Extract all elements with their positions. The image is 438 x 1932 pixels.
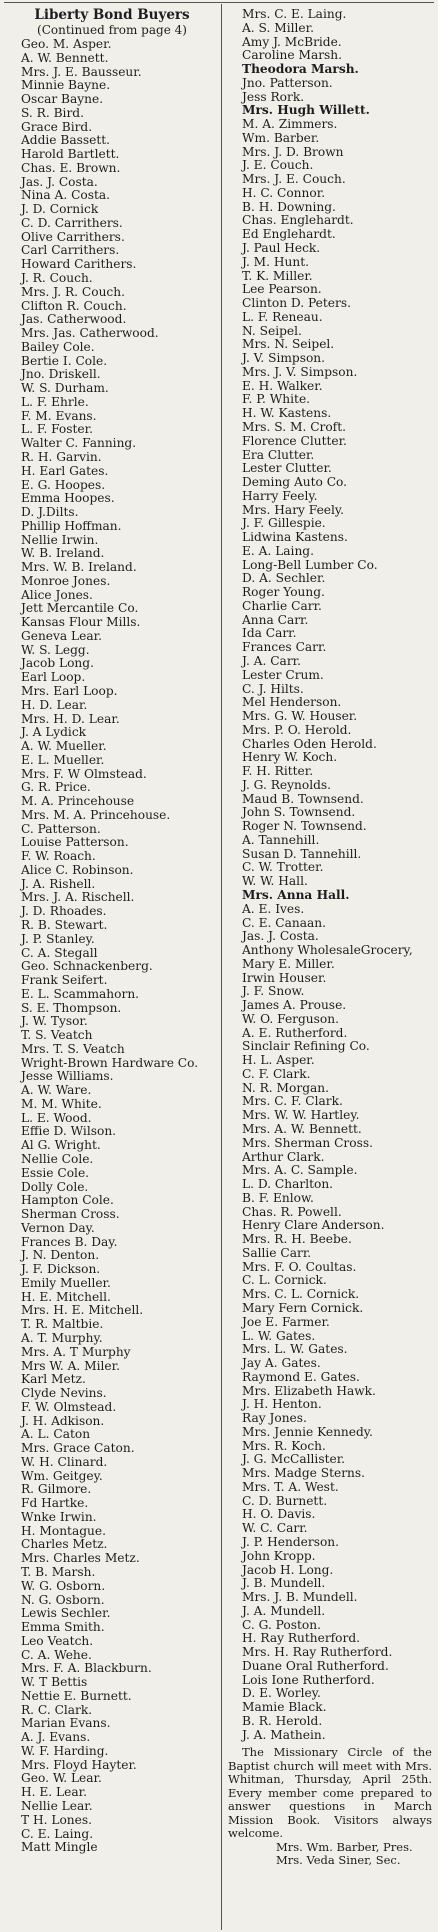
buyer-name: Mrs. J. V. Simpson. <box>242 365 358 379</box>
buyer-name: H. C. Connor. <box>242 186 326 200</box>
buyer-name: Oscar Bayne. <box>21 93 104 107</box>
buyer-name: H. D. Lear. <box>21 698 88 712</box>
buyer-name: Phillip Hoffman. <box>21 519 122 533</box>
buyer-name: E. H. Walker. <box>242 379 323 393</box>
buyer-name: Mary Fern Cornick. <box>242 1301 364 1315</box>
buyer-name: Frances B. Day. <box>21 1235 118 1249</box>
buyer-name: Monroe Jones. <box>21 574 111 588</box>
buyer-name: Harold Bartlett. <box>21 148 120 162</box>
buyer-name: L. D. Charlton. <box>242 1178 334 1192</box>
buyer-name: Mrs. N. Seipel. <box>242 338 335 352</box>
signature-president: Mrs. Wm. Barber, Pres. <box>276 1839 413 1854</box>
buyer-name: J. P. Henderson. <box>242 1535 340 1549</box>
buyer-name: Mrs. F. A. Blackburn. <box>21 1662 152 1676</box>
buyer-name: Mrs. L. W. Gates. <box>242 1343 348 1357</box>
buyer-name: Long-Bell Lumber Co. <box>242 558 378 572</box>
buyer-name: L. F. Reneau. <box>242 310 323 324</box>
buyer-name: Jay A. Gates. <box>242 1357 321 1371</box>
buyer-name: W. G. Osborn. <box>21 1579 106 1593</box>
buyer-name: Lois Ione Rutherford. <box>242 1673 375 1687</box>
buyer-name: B. H. Downing. <box>242 200 336 214</box>
buyer-name: B. R. Herold. <box>242 1714 323 1728</box>
buyer-name: Mel Henderson. <box>242 696 342 710</box>
buyer-name: Mrs. Jas. Catherwood. <box>21 327 159 341</box>
buyer-name: Lester Crum. <box>242 668 324 682</box>
buyer-name: Mrs. J. B. Mundell. <box>242 1591 358 1605</box>
buyer-name: Nellie Irwin. <box>21 533 99 547</box>
buyer-name: Mamie Black. <box>242 1701 327 1715</box>
buyer-name: J. A. Mundell. <box>242 1604 326 1618</box>
buyer-name: Frank Seifert. <box>21 974 108 988</box>
buyer-name: F. H. Ritter. <box>242 765 314 779</box>
buyer-name: Alice C. Robinson. <box>21 863 134 877</box>
buyer-name: Mrs. W. B. Ireland. <box>21 561 137 575</box>
buyer-name: Carl Carrithers. <box>21 244 120 258</box>
right-column <box>228 8 432 1868</box>
buyer-name: Mrs. J. D. Brown <box>242 145 344 159</box>
buyer-name: Mrs. H. E. Mitchell. <box>21 1304 144 1318</box>
buyer-name: Emma Hoopes. <box>21 492 115 506</box>
buyer-name: S. E. Thompson. <box>21 1001 122 1015</box>
buyer-name: Mrs. Hary Feely. <box>242 503 345 517</box>
buyer-name: Emily Mueller. <box>21 1276 111 1290</box>
buyer-name: Olive Carrithers. <box>21 230 125 244</box>
buyer-name: Sinclair Refining Co. <box>242 1040 370 1054</box>
buyer-name: J. G. Reynolds. <box>242 778 332 792</box>
buyer-list-left <box>8 38 216 1855</box>
buyer-name: Jacob Long. <box>21 657 94 671</box>
buyer-name: A. J. Evans. <box>21 1731 91 1745</box>
buyer-name: Effie D. Wilson. <box>21 1125 117 1139</box>
buyer-name: J. E. Couch. <box>242 159 314 173</box>
buyer-name: Mrs. Charles Metz. <box>21 1552 140 1566</box>
buyer-name: H. E. Lear. <box>21 1786 87 1800</box>
buyer-name: Era Clutter. <box>242 448 315 462</box>
buyer-name: Mrs. Jennie Kennedy. <box>242 1425 373 1439</box>
buyer-name: Mrs. C. E. Laing. <box>242 8 347 21</box>
buyer-name: J. G. McCallister. <box>242 1453 346 1467</box>
buyer-name: G. R. Price. <box>21 781 91 795</box>
buyer-name: A. S. Miller. <box>242 21 314 35</box>
buyer-name: A. W. Ware. <box>21 1084 92 1098</box>
buyer-name: Dolly Cole. <box>21 1180 89 1194</box>
buyer-name: Anthony WholesaleGrocery, <box>242 944 413 958</box>
buyer-name: L. W. Gates. <box>242 1329 316 1343</box>
buyer-name: W. H. Clinard. <box>21 1455 108 1469</box>
buyer-name: Wm. Geitgey. <box>21 1469 103 1483</box>
buyer-name: A. Tannehill. <box>242 833 320 847</box>
buyer-name: H. L. Asper. <box>242 1054 315 1068</box>
buyer-name: L. F. Foster. <box>21 423 93 437</box>
buyer-name: J. F. Snow. <box>242 985 305 999</box>
buyer-name: T. R. Maltbie. <box>21 1318 104 1332</box>
buyer-name: H. W. Kastens. <box>242 407 332 421</box>
buyer-name: Mrs. C. L. Cornick. <box>242 1288 360 1302</box>
buyer-name: Roger Young. <box>242 586 325 600</box>
buyer-name: Walter C. Fanning. <box>21 437 137 451</box>
buyer-name: Anna Carr. <box>242 613 309 627</box>
buyer-name: H. E. Mitchell. <box>21 1290 111 1304</box>
buyer-name: T H. Lones. <box>21 1813 93 1827</box>
buyer-name: Clyde Nevins. <box>21 1387 107 1401</box>
buyer-name: W. O. Ferguson. <box>242 1012 339 1026</box>
buyer-name: C. D. Burnett. <box>242 1494 328 1508</box>
buyer-name: J. A. Mathein. <box>242 1728 326 1742</box>
buyer-name: Nina A. Costa. <box>21 189 111 203</box>
buyer-name: Henry Clare Anderson. <box>242 1219 385 1233</box>
buyer-name: Jno. Driskell. <box>21 368 101 382</box>
buyer-name: Lidwina Kastens. <box>242 531 348 545</box>
buyer-name: Geo. M. Asper. <box>21 38 112 51</box>
buyer-name: J. A. Rishell. <box>21 877 96 891</box>
buyer-name: Mrs. R. H. Beebe. <box>242 1233 352 1247</box>
buyer-name: C. G. Poston. <box>242 1618 321 1632</box>
buyer-name: C. W. Trotter. <box>242 861 324 875</box>
buyer-name: Mrs. R. Koch. <box>242 1439 326 1453</box>
buyer-name: L. F. Ehrle. <box>21 395 89 409</box>
buyer-name: C. Patterson. <box>21 822 101 836</box>
buyer-name: Jesse Williams. <box>21 1070 114 1084</box>
buyer-name: Mrs. F. W Olmstead. <box>21 767 147 781</box>
buyer-name: Roger N. Townsend. <box>242 820 367 834</box>
buyer-name: Mrs. M. A. Princehouse. <box>21 808 171 822</box>
buyer-name: Emma Smith. <box>21 1621 105 1635</box>
buyer-name: M. A. Princehouse <box>21 795 135 809</box>
buyer-name: Mrs. A. C. Sample. <box>242 1164 358 1178</box>
buyer-name: Nellie Lear. <box>21 1800 93 1813</box>
buyer-name: Maud B. Townsend. <box>242 792 364 806</box>
buyer-name: N. R. Morgan. <box>242 1081 329 1095</box>
buyer-name: H. O. Davis. <box>242 1508 316 1522</box>
buyer-name: Mrs. T. A. West. <box>242 1480 339 1494</box>
buyer-name: James A. Prouse. <box>242 999 347 1013</box>
top-rule <box>4 2 434 3</box>
buyer-name: S. R. Bird. <box>21 106 84 120</box>
buyer-name: Alice Jones. <box>21 588 93 602</box>
buyer-name: Bertie I. Cole. <box>21 354 108 368</box>
buyer-name: Mrs. Hugh Willett. <box>242 104 370 118</box>
buyer-name: C. E. Laing. <box>21 1827 94 1841</box>
buyer-name: W. W. Hall. <box>242 875 308 889</box>
buyer-name: Mrs. H. Ray Rutherford. <box>242 1646 393 1660</box>
buyer-name: M. A. Zimmers. <box>242 118 338 132</box>
buyer-name: Mrs. Elizabeth Hawk. <box>242 1384 376 1398</box>
buyer-name: Mrs. G. W. Houser. <box>242 710 358 724</box>
buyer-name: Lee Pearson. <box>242 283 322 297</box>
buyer-name: Jas. J. Costa. <box>21 175 98 189</box>
buyer-name: Fd Hartke. <box>21 1497 89 1511</box>
buyer-name: Ray Jones. <box>242 1412 307 1426</box>
buyer-name: Mrs. J. R. Couch. <box>21 285 125 299</box>
buyer-name: Florence Clutter. <box>242 434 347 448</box>
buyer-name: R. B. Stewart. <box>21 919 108 932</box>
missionary-notice <box>228 1746 432 1841</box>
buyer-name: J. R. Couch. <box>21 272 93 286</box>
buyer-name: C. D. Carrithers. <box>21 216 123 230</box>
buyer-name: Mrs. Anna Hall. <box>242 889 350 902</box>
buyer-name: A. E. Rutherford. <box>242 1026 348 1040</box>
buyer-name: Mrs. W. W. Hartley. <box>242 1109 360 1123</box>
buyer-name: Minnie Bayne. <box>21 79 111 93</box>
buyer-name: Frances Carr. <box>242 641 327 655</box>
buyer-name: Deming Auto Co. <box>242 476 348 490</box>
buyer-name: J. H. Adkison. <box>21 1414 105 1428</box>
buyer-name: Earl Loop. <box>21 671 86 685</box>
buyer-name: F. M. Evans. <box>21 409 97 423</box>
buyer-name: E. L. Mueller. <box>21 753 105 767</box>
buyer-name: Jas. Catherwood. <box>21 313 127 327</box>
buyer-name: A. W. Bennett. <box>21 51 109 65</box>
buyer-name: W. S. Legg. <box>21 643 90 657</box>
buyer-name: J. D. Rhoades. <box>21 905 107 919</box>
buyer-name: W. T Bettis <box>21 1676 88 1690</box>
buyer-name: C. L. Cornick. <box>242 1274 327 1288</box>
buyer-name: C. F. Clark. <box>242 1067 311 1081</box>
buyer-name: L. E. Wood. <box>21 1111 92 1125</box>
buyer-name: T. B. Marsh. <box>21 1565 96 1579</box>
buyer-name: A. L. Caton <box>21 1428 91 1442</box>
buyer-name: Raymond E. Gates. <box>242 1370 360 1384</box>
buyer-name: Mrs. Madge Sterns. <box>242 1467 366 1481</box>
buyer-name: N. Seipel. <box>242 324 302 338</box>
buyer-name: Ed Englehardt. <box>242 228 336 242</box>
notice-text: The Missionary Circle of the Baptist church will meet with Mrs. Whitman, Thursday, April 25th. Every member come prepared to answer questions in March Mission Book. Visitors always welcome. <box>228 1745 432 1841</box>
buyer-name: Harry Feely. <box>242 489 318 503</box>
buyer-name: Jas. J. Costa. <box>242 930 319 944</box>
buyer-name: D. E. Worley. <box>242 1687 321 1701</box>
buyer-name: Geo. W. Lear. <box>21 1772 102 1786</box>
buyer-name: John Kropp. <box>242 1549 316 1563</box>
buyer-name: Clifton R. Couch. <box>21 299 127 313</box>
left-column <box>8 8 216 1855</box>
buyer-name: R. Gilmore. <box>21 1483 92 1497</box>
buyer-name: Essie Cole. <box>21 1166 90 1180</box>
buyer-name: F. P. White. <box>242 393 311 407</box>
buyer-name: Chas. R. Powell. <box>242 1205 342 1219</box>
buyer-name: A. T. Murphy. <box>21 1331 103 1345</box>
buyer-name: Vernon Day. <box>21 1221 95 1235</box>
buyer-name: Mrs. A. T Murphy <box>21 1345 131 1359</box>
buyer-name: Mrs. P. O. Herold. <box>242 723 352 737</box>
column-divider <box>221 4 222 1930</box>
buyer-name: J. V. Simpson. <box>242 352 326 366</box>
buyer-name: Mrs W. A. Miler. <box>21 1359 120 1373</box>
buyer-name: J. W. Tysor. <box>21 1015 88 1029</box>
buyer-name: C. A. Stegall <box>21 946 98 960</box>
buyer-name: John S. Townsend. <box>242 806 356 820</box>
buyer-name: Leo Veatch. <box>21 1634 94 1648</box>
buyer-name: Charles Metz. <box>21 1538 108 1552</box>
buyer-name: Theodora Marsh. <box>242 63 359 77</box>
buyer-name: F. W. Olmstead. <box>21 1400 117 1414</box>
buyer-name: Chas. E. Brown. <box>21 161 121 175</box>
buyer-name: Ida Carr. <box>242 627 297 641</box>
buyer-name: A. E. Ives. <box>242 902 305 916</box>
buyer-name: R. H. Garvin. <box>21 450 102 464</box>
buyer-name: E. A. Laing. <box>242 544 314 558</box>
buyer-name: H. Montague. <box>21 1524 106 1538</box>
buyer-name: W. S. Durham. <box>21 382 109 396</box>
buyer-name: H. Earl Gates. <box>21 464 109 478</box>
buyer-name: J. A Lydick <box>21 726 87 740</box>
buyer-name: Mrs. J. A. Rischell. <box>21 891 135 905</box>
buyer-name: Mrs. Sherman Cross. <box>242 1136 373 1150</box>
buyer-name: Mrs. J. E. Couch. <box>242 173 346 187</box>
buyer-name: W. C. Carr. <box>242 1522 308 1536</box>
section-subheading: (Continued from page 4) <box>37 23 187 37</box>
buyer-name: Wm. Barber. <box>242 131 320 145</box>
buyer-name: E. G. Hoopes. <box>21 478 106 492</box>
buyer-name: D. A. Sechler. <box>242 572 326 586</box>
buyer-name: Amy J. McBride. <box>242 35 342 49</box>
buyer-name: Duane Oral Rutherford. <box>242 1659 389 1673</box>
buyer-name: Mrs. Grace Caton. <box>21 1442 135 1456</box>
buyer-name: Howard Carithers. <box>21 258 137 272</box>
buyer-name: Susan D. Tannehill. <box>242 847 362 861</box>
buyer-name: Arthur Clark. <box>242 1150 325 1164</box>
buyer-name: N. G. Osborn. <box>21 1593 105 1607</box>
buyer-name: Marian Evans. <box>21 1717 111 1731</box>
buyer-name: Karl Metz. <box>21 1373 86 1387</box>
buyer-name: Chas. Englehardt. <box>242 214 354 228</box>
buyer-name: Al G. Wright. <box>21 1139 101 1153</box>
buyer-name: Sherman Cross. <box>21 1208 120 1222</box>
buyer-name: W. F. Harding. <box>21 1744 109 1758</box>
buyer-name: Jacob H. Long. <box>242 1563 334 1577</box>
buyer-name: Mrs. A. W. Bennett. <box>242 1123 362 1137</box>
buyer-name: Charles Oden Herold. <box>242 737 377 751</box>
buyer-name: M. M. White. <box>21 1097 102 1111</box>
buyer-name: J. N. Denton. <box>21 1249 100 1263</box>
buyer-list-right <box>228 8 432 1742</box>
buyer-name: Charlie Carr. <box>242 599 322 613</box>
buyer-name: C. A. Wehe. <box>21 1648 92 1662</box>
buyer-name: J. A. Carr. <box>242 654 302 668</box>
buyer-name: Mary E. Miller. <box>242 957 335 971</box>
buyer-name: J. Paul Heck. <box>242 242 321 256</box>
section-heading: Liberty Bond Buyers <box>34 7 190 23</box>
buyer-name: Wnke Irwin. <box>21 1510 97 1524</box>
buyer-name: Mrs. C. F. Clark. <box>242 1095 343 1109</box>
buyer-name: T. S. Veatch <box>21 1029 93 1043</box>
buyer-name: Matt Mingle <box>21 1841 98 1855</box>
buyer-name: Lester Clutter. <box>242 462 332 476</box>
buyer-name: Louise Patterson. <box>21 836 129 850</box>
buyer-name: Jett Mercantile Co. <box>21 602 139 616</box>
buyer-name: Jess Rork. <box>242 90 305 104</box>
buyer-name: D. J.Dilts. <box>21 506 79 520</box>
buyer-name: Mrs. Earl Loop. <box>21 684 118 698</box>
buyer-name: F. W. Roach. <box>21 850 96 864</box>
buyer-name: H. Ray Rutherford. <box>242 1632 361 1646</box>
buyer-name: Addie Bassett. <box>21 134 111 148</box>
buyer-name: J. H. Henton. <box>242 1398 322 1412</box>
buyer-name: Clinton D. Peters. <box>242 297 351 311</box>
buyer-name: Caroline Marsh. <box>242 49 343 63</box>
buyer-name: Sallie Carr. <box>242 1246 312 1260</box>
buyer-name: Mrs. H. D. Lear. <box>21 712 120 726</box>
buyer-name: Nellie Cole. <box>21 1153 94 1167</box>
buyer-name: A. W. Mueller. <box>21 740 107 754</box>
buyer-name: Grace Bird. <box>21 120 93 134</box>
buyer-name: T. K. Miller. <box>242 269 313 283</box>
buyer-name: Kansas Flour Mills. <box>21 616 141 630</box>
buyer-name: Wright-Brown Hardware Co. <box>21 1056 199 1070</box>
buyer-name: J. B. Mundell. <box>242 1577 326 1591</box>
buyer-name: J. D. Cornick <box>21 203 99 217</box>
buyer-name: J. M. Hunt. <box>242 255 310 269</box>
buyer-name: C. E. Canaan. <box>242 916 326 930</box>
buyer-name: Mrs. Floyd Hayter. <box>21 1758 137 1772</box>
buyer-name: Nettie E. Burnett. <box>21 1689 132 1703</box>
buyer-name: J. P. Stanley. <box>21 932 95 946</box>
buyer-name: Mrs. S. M. Croft. <box>242 420 346 434</box>
buyer-name: Geneva Lear. <box>21 629 102 643</box>
buyer-name: J. F. Gillespie. <box>242 517 326 531</box>
buyer-name: R. C. Clark. <box>21 1703 93 1717</box>
buyer-name: Mrs. F. O. Coultas. <box>242 1260 357 1274</box>
buyer-name: Mrs. J. E. Bausseur. <box>21 65 142 79</box>
buyer-name: Jno. Patterson. <box>242 76 333 90</box>
buyer-name: Mrs. T. S. Veatch <box>21 1042 125 1056</box>
buyer-name: Bailey Cole. <box>21 340 95 354</box>
buyer-name: Lewis Sechler. <box>21 1607 111 1621</box>
buyer-name: Irwin Houser. <box>242 971 327 985</box>
buyer-name: Henry W. Koch. <box>242 751 338 765</box>
buyer-name: W. B. Ireland. <box>21 547 105 561</box>
buyer-name: E. L. Scammahorn. <box>21 987 140 1001</box>
buyer-name: Hampton Cole. <box>21 1194 114 1208</box>
buyer-name: Joe E. Farmer. <box>242 1315 330 1329</box>
buyer-name: Geo. Schnackenberg. <box>21 960 153 974</box>
buyer-name: C. J. Hilts. <box>242 682 304 696</box>
signature-secretary: Mrs. Veda Siner, Sec. <box>276 1853 401 1868</box>
buyer-name: B. F. Enlow. <box>242 1191 314 1205</box>
buyer-name: J. F. Dickson. <box>21 1263 101 1277</box>
